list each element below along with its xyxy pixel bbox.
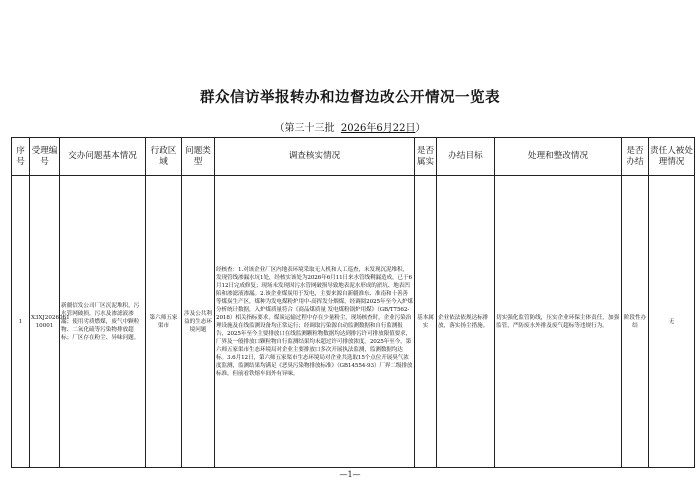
cell-verified: 基本属实 [415, 176, 437, 468]
header-seq: 序号 [12, 138, 30, 176]
header-handling: 处理和整改情况 [495, 138, 622, 176]
cell-case-id: X3XJ2026061 10001 [30, 176, 60, 468]
document-subtitle [0, 119, 700, 134]
page-number: —1— [339, 470, 361, 479]
header-accountability: 责任人被处理情况 [649, 138, 695, 176]
header-findings: 调查核实情况 [215, 138, 415, 176]
cell-handling: 切实强化监管防线，压实企业环保主体责任，加强监管，严防废水外排及废气超标等违规行为。 [495, 176, 622, 468]
cell-goal: 企业依法依规达标排放，落实扬尘措施。 [437, 176, 495, 468]
header-type: 问题类型 [182, 138, 215, 176]
complaints-table [11, 137, 695, 468]
header-case-id: 受理编号 [30, 138, 60, 176]
cell-accountability: 无 [649, 176, 695, 468]
cell-closed: 阶段性办结 [622, 176, 649, 468]
header-closed: 是否办结 [622, 138, 649, 176]
table-header-row [12, 138, 695, 176]
cell-issue: 新疆信发公司厂区沉泥堆积，污水管网破损，污水及渗滤液渗漏；使用劣质燃煤，废气中颗粒物、二氧化硫等污染物排放超标；厂区存在粉尘、异味问题。 [60, 176, 146, 468]
cell-type: 涉及公共利益的生态环境问题 [182, 176, 215, 468]
table-row [12, 176, 695, 468]
subtitle-prefix: （第三十三批 [274, 123, 335, 134]
cell-findings: 经核查：1.对该企业厂区内地表环境采取无人机和人工巡查，未发现沉泥堆积，发现管线渗漏水坑1处，经核实该处为2026年6月11日来水管线剩漏造成，已于6月12日完成修复；现场未发现因污水管网破损导致地表泥水形成的淤坑、地表凹陷和渗滤液渗漏。2.该企业煤炭用于发电，主要来源自新疆准东、准南和十善善等煤炭生产区，煤种为发电煤粉炉用中-高挥发分烟煤，经调阅2025年至今入炉煤分析统计数据，入炉煤质量符合《商品煤质量 发电煤粉锅炉用煤》（GB/T7562-2018）相关指标要求，煤炭运输过程中存在少量粉尘，现场核查时，企业污染治理设施及在线监测设备均正常运行；经调取污染源自动监测数据和自行监测报告，2025年至今主要排放口在线监测颗粒物数据均达到排污许可排放限值要求，厂界及一般排放口颗粒物自行监测结果均未超过许可排放浓度。2025年至今，第六师五家渠市生态环境局对企业主要排放口多次开展执法监测，监测数据均达标。3.6月12日，第六师五家渠市生态环境局对企业共选取15个点位开展臭气浓度监测，监测结果均满足《恶臭污染物排放标准》（GB14554-93）厂界二级排放标准，但前看铁熔车间外有异味。 [215, 176, 415, 468]
header-issue: 交办问题基本情况 [60, 138, 146, 176]
header-goal: 办结目标 [437, 138, 495, 176]
cell-region: 第六师五家渠市 [146, 176, 182, 468]
subtitle-date: 2026年6月22日 [340, 123, 416, 134]
cell-seq: 1 [12, 176, 30, 468]
header-verified: 是否属实 [415, 138, 437, 176]
header-region: 行政区域 [146, 138, 182, 176]
subtitle-suffix: ） [415, 123, 426, 134]
document-title: 群众信访举报转办和边督边改公开情况一览表 [200, 89, 500, 106]
